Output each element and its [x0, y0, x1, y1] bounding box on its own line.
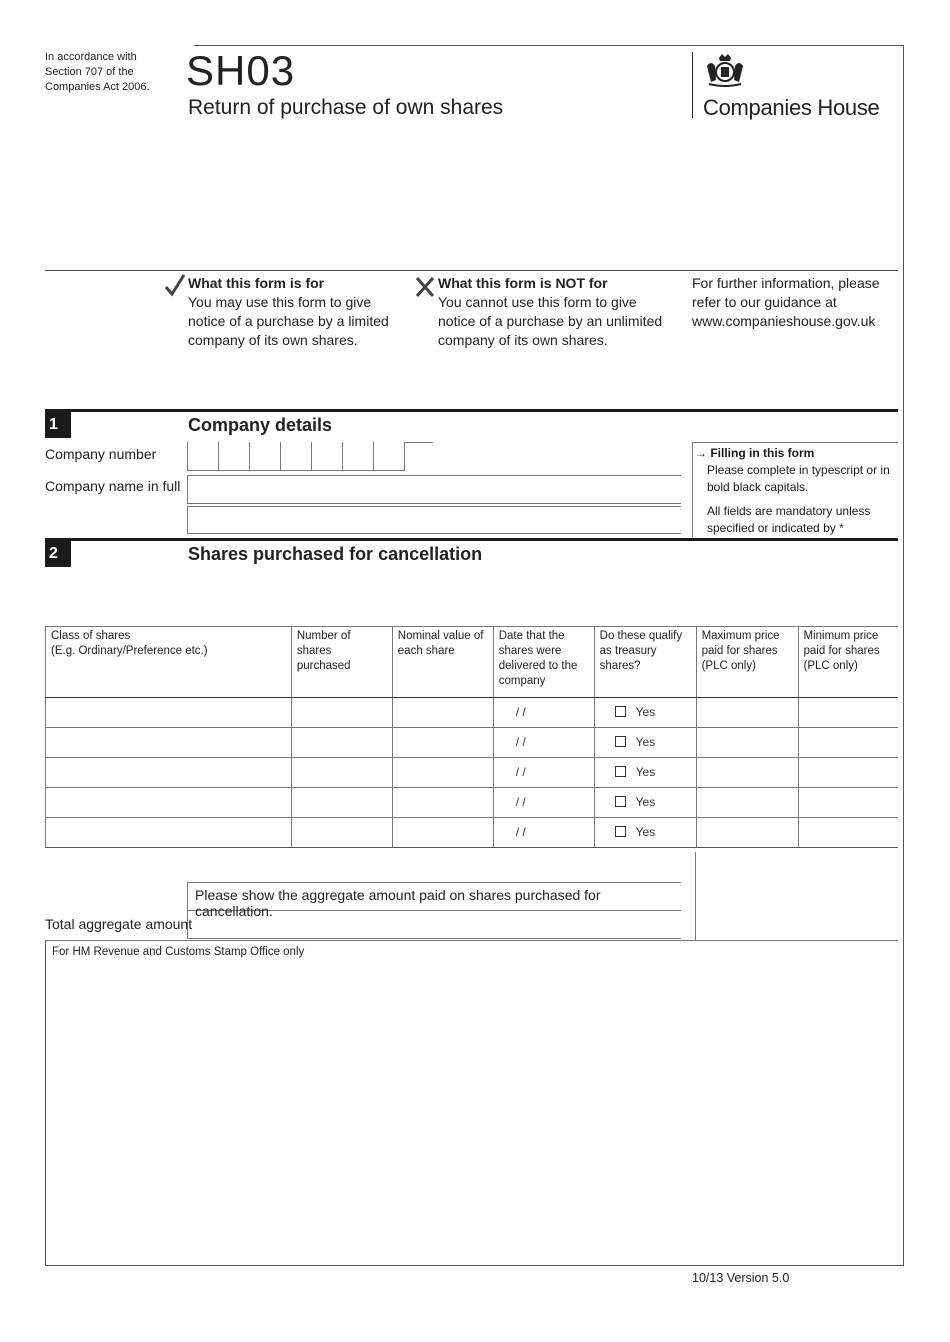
treasury-cell	[594, 788, 696, 818]
table-row	[46, 758, 899, 788]
filling-form-note-text-2: All fields are mandatory unless specified or indicated by *	[707, 504, 871, 535]
nominal-value-cell[interactable]	[392, 698, 493, 728]
company-number-digit-divider	[404, 442, 405, 471]
class-of-shares-cell[interactable]	[46, 698, 292, 728]
cross-icon	[414, 275, 436, 299]
shares-table	[45, 626, 898, 848]
treasury-checkbox[interactable]	[615, 766, 626, 777]
treasury-checkbox[interactable]	[615, 826, 626, 837]
max-price-cell[interactable]	[696, 728, 798, 758]
checkmark-icon	[164, 273, 186, 297]
date-cell[interactable]: / /	[493, 788, 594, 818]
legal-reference-line: Companies Act 2006.	[45, 81, 150, 93]
filling-form-note-text-1: Please complete in typescript or in bold black capitals.	[707, 463, 890, 494]
table-row	[46, 788, 899, 818]
filling-form-note-title	[693, 445, 898, 462]
form-version: 10/13 Version 5.0	[692, 1271, 790, 1285]
treasury-checkbox[interactable]	[615, 736, 626, 747]
frame-right-rule	[903, 45, 904, 1266]
min-price-cell[interactable]	[798, 758, 898, 788]
aggregate-column-divider	[695, 852, 696, 940]
section-2-bar	[45, 538, 898, 541]
number-of-shares-cell[interactable]	[291, 728, 392, 758]
max-price-cell[interactable]	[696, 818, 798, 848]
form-title: Return of purchase of own shares	[188, 96, 504, 119]
company-name-input-line-2[interactable]	[187, 506, 681, 534]
company-number-label: Company number	[45, 446, 157, 462]
frame-bottom-rule	[45, 1265, 904, 1266]
frame-left-rule	[45, 940, 46, 1265]
company-name-label: Company name in full	[45, 478, 181, 494]
section-2-number: 2	[45, 541, 71, 567]
royal-crest-icon	[703, 52, 747, 88]
header-class-of-shares	[46, 627, 292, 698]
number-of-shares-cell[interactable]	[291, 818, 392, 848]
company-number-digit[interactable]	[342, 442, 373, 471]
company-number-digit-end	[404, 442, 433, 443]
table-row	[46, 818, 899, 848]
nominal-value-cell[interactable]	[392, 788, 493, 818]
treasury-cell	[594, 758, 696, 788]
yes-label: Yes	[635, 795, 656, 809]
max-price-cell[interactable]	[696, 758, 798, 788]
min-price-cell[interactable]	[798, 698, 898, 728]
filling-form-note	[692, 442, 898, 537]
company-number-digit[interactable]	[280, 442, 311, 471]
header-nominal-value: Nominal value of each share	[392, 627, 493, 698]
section-2-title: Shares purchased for cancellation	[188, 544, 483, 564]
class-of-shares-cell[interactable]	[46, 818, 292, 848]
date-cell[interactable]: / /	[493, 758, 594, 788]
max-price-cell[interactable]	[696, 698, 798, 728]
treasury-cell	[594, 818, 696, 848]
arrow-right-icon: →	[695, 446, 707, 460]
legal-reference-line: In accordance with	[45, 51, 137, 63]
nominal-value-cell[interactable]	[392, 818, 493, 848]
header-min-price: Minimum price paid for shares (PLC only)	[798, 627, 898, 698]
yes-label: Yes	[635, 705, 656, 719]
section-1-title: Company details	[188, 415, 333, 435]
table-header-row	[46, 627, 899, 698]
header-number-of-shares: Number of shares purchased	[291, 627, 392, 698]
form-code: SH03	[186, 47, 296, 94]
number-of-shares-cell[interactable]	[291, 788, 392, 818]
form-purpose	[188, 274, 412, 350]
companies-house-logo	[692, 52, 880, 118]
form-not-purpose-title: What this form is NOT for	[438, 275, 608, 291]
legal-reference-line: Section 707 of the	[45, 66, 134, 78]
info-divider	[45, 270, 898, 271]
table-row	[46, 698, 899, 728]
form-purpose-text: You may use this form to give notice of a purchase by a limited company of its own shares.	[188, 294, 389, 348]
header-max-price: Maximum price paid for shares (PLC only)	[696, 627, 798, 698]
min-price-cell[interactable]	[798, 818, 898, 848]
company-number-digit[interactable]	[249, 442, 280, 471]
date-cell[interactable]: / /	[493, 728, 594, 758]
treasury-cell	[594, 698, 696, 728]
min-price-cell[interactable]	[798, 788, 898, 818]
treasury-checkbox[interactable]	[615, 706, 626, 717]
class-of-shares-cell[interactable]	[46, 728, 292, 758]
header-class-line-1: Class of shares	[51, 630, 131, 642]
aggregate-amount-input[interactable]	[187, 911, 681, 939]
header-treasury-shares: Do these qualify as treasury shares?	[594, 627, 696, 698]
header-class-line-2: (E.g. Ordinary/Preference etc.)	[51, 645, 208, 657]
aggregate-amount-label: Total aggregate amount	[45, 916, 193, 932]
company-number-digit[interactable]	[373, 442, 404, 471]
company-number-digit[interactable]	[311, 442, 342, 471]
section-1-number: 1	[45, 412, 71, 438]
class-of-shares-cell[interactable]	[46, 788, 292, 818]
further-info: For further information, please refer to our guidance at www.companieshouse.gov.uk	[692, 275, 880, 329]
nominal-value-cell[interactable]	[392, 728, 493, 758]
min-price-cell[interactable]	[798, 728, 898, 758]
form-purpose-title: What this form is for	[188, 275, 325, 291]
nominal-value-cell[interactable]	[392, 758, 493, 788]
aggregate-note: Please show the aggregate amount paid on shares purchased for cancellation.	[187, 882, 681, 911]
yes-label: Yes	[635, 825, 656, 839]
treasury-checkbox[interactable]	[615, 796, 626, 807]
max-price-cell[interactable]	[696, 788, 798, 818]
section-1-bar	[45, 409, 898, 412]
legal-reference	[45, 50, 165, 95]
frame-top-rule	[194, 45, 904, 46]
hmrc-stamp-office-label: For HM Revenue and Customs Stamp Office only	[52, 946, 305, 958]
class-of-shares-cell[interactable]	[46, 758, 292, 788]
hmrc-divider	[45, 940, 898, 941]
date-cell[interactable]: / /	[493, 818, 594, 848]
form-not-purpose-text: You cannot use this form to give notice of a purchase by an unlimited company of its own shares.	[438, 294, 663, 348]
date-cell[interactable]: / /	[493, 698, 594, 728]
header-date-delivered: Date that the shares were delivered to the company	[493, 627, 594, 698]
company-number-digit[interactable]	[187, 442, 218, 471]
filling-form-note-title-text: Filling in this form	[710, 446, 815, 460]
treasury-cell	[594, 728, 696, 758]
company-name-input-line-1[interactable]	[187, 475, 681, 504]
number-of-shares-cell[interactable]	[291, 758, 392, 788]
form-not-purpose	[438, 274, 670, 350]
company-number-digit[interactable]	[218, 442, 249, 471]
table-row	[46, 728, 899, 758]
yes-label: Yes	[635, 765, 656, 779]
yes-label: Yes	[635, 735, 656, 749]
number-of-shares-cell[interactable]	[291, 698, 392, 728]
logo-text: Companies House	[703, 95, 880, 120]
